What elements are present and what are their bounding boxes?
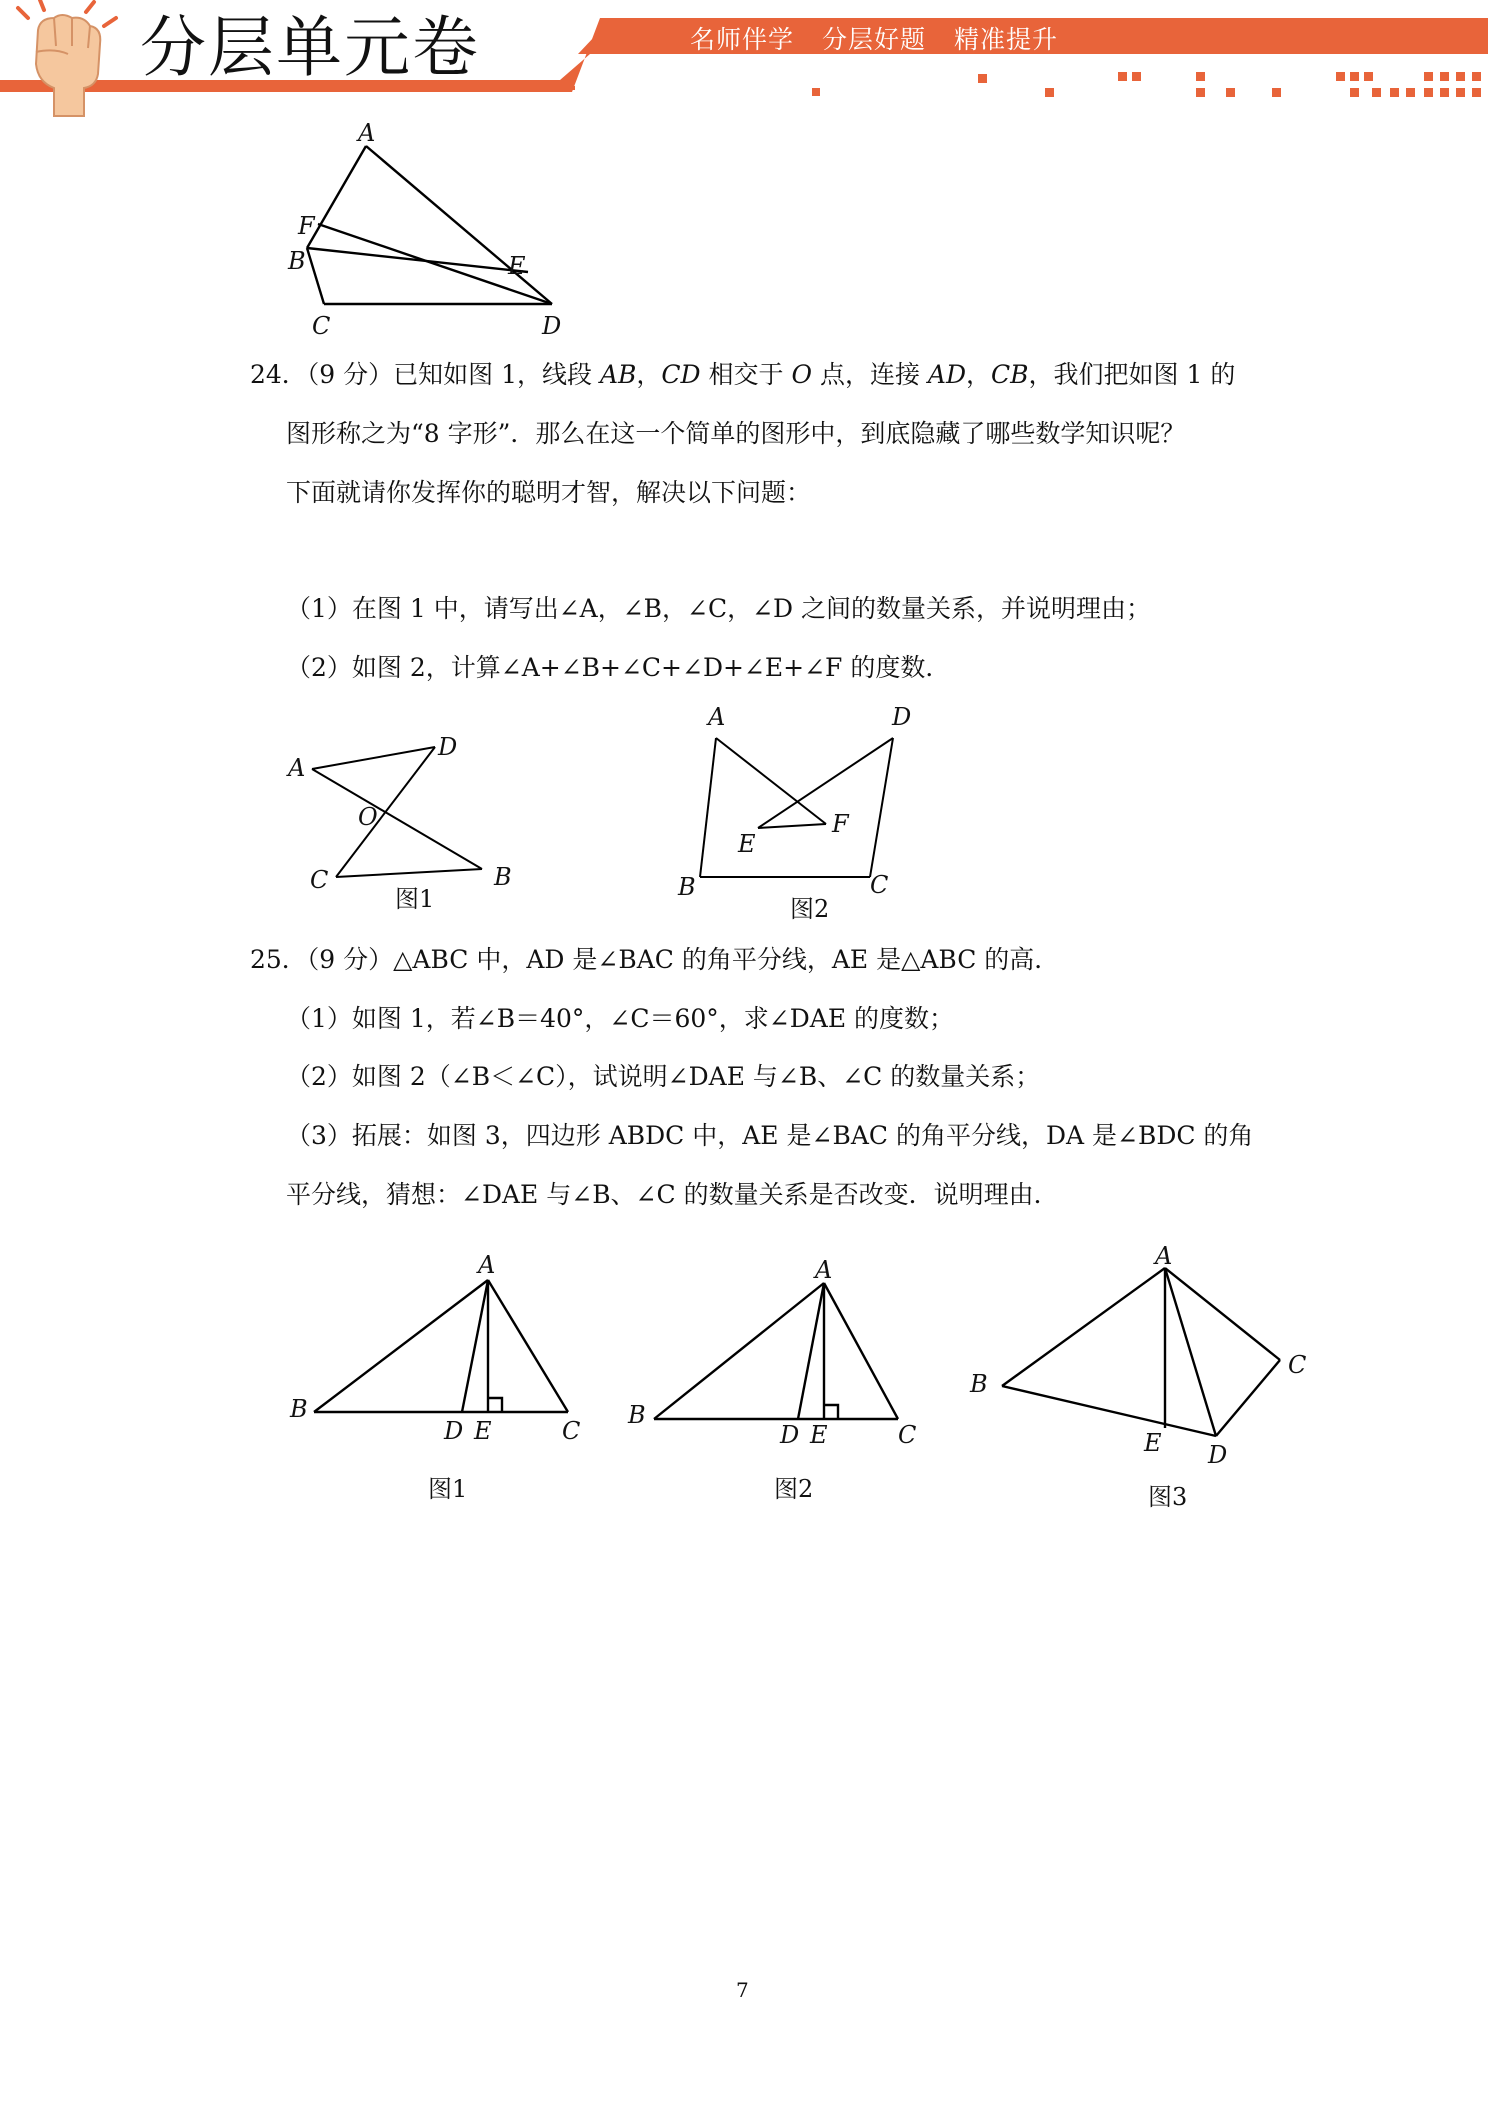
q25-fig3-label-E: E: [1144, 1429, 1162, 1457]
q25-fig1-label-A: A: [478, 1251, 496, 1279]
q24-fig2-label-F: F: [832, 810, 849, 838]
q25-fig3-label-D: D: [1208, 1441, 1228, 1469]
q25-part3-line1: （3）拓展：如图 3，四边形 ABDC 中，AE 是∠BAC 的角平分线，DA 是∠BDC 的角: [286, 1121, 1254, 1150]
q25-fig1-label-E: E: [474, 1417, 492, 1445]
q24-fig2-label-E: E: [738, 830, 756, 858]
q24-part1: （1）在图 1 中，请写出∠A，∠B，∠C，∠D 之间的数量关系，并说明理由；: [286, 594, 1152, 623]
q24-line3: 下面就请你发挥你的聪明才智，解决以下问题：: [286, 478, 812, 507]
q24-fig1-label-O: O: [358, 803, 378, 831]
q25-figure1: [300, 1250, 600, 1430]
q25-fig2-label-D: D: [780, 1421, 800, 1449]
q23-label-B: B: [288, 247, 306, 275]
q24-fig1-caption: 图1: [395, 885, 435, 913]
q23-label-D: D: [542, 312, 562, 340]
header-slogans: [690, 20, 1086, 56]
header-banner: [0, 0, 1488, 120]
q25-figure2: [640, 1255, 930, 1435]
q24-figure2: [690, 720, 920, 890]
q25-fig3-caption: 图3: [1148, 1483, 1188, 1511]
q23-label-C: C: [312, 312, 331, 340]
q24-fig2-label-D: D: [892, 703, 912, 731]
q25-fig3-label-B: B: [970, 1370, 988, 1398]
q24-fig2-label-C: C: [870, 871, 889, 899]
q24-fig1-label-C: C: [310, 866, 329, 894]
q24-fig1-label-D: D: [438, 733, 458, 761]
q25-part1: （1）如图 1，若∠B＝40°，∠C＝60°，求∠DAE 的度数；: [286, 1004, 955, 1033]
slogan-2: 分层好题: [822, 25, 927, 54]
q25-fig2-label-E: E: [810, 1421, 828, 1449]
q24-fig2-label-B: B: [678, 873, 696, 901]
q23-label-A: A: [358, 119, 376, 147]
q25-fig1-label-B: B: [290, 1395, 308, 1423]
q25-fig2-label-C: C: [898, 1421, 917, 1449]
q25-part3-line2: 平分线，猜想：∠DAE 与∠B、∠C 的数量关系是否改变．说明理由．: [286, 1180, 1059, 1209]
q24-fig2-label-A: A: [708, 703, 726, 731]
q24-part2: （2）如图 2，计算∠A+∠B+∠C+∠D+∠E+∠F 的度数．: [286, 653, 951, 682]
q25-fig2-label-A: A: [815, 1256, 833, 1284]
q25-fig1-label-C: C: [562, 1417, 581, 1445]
q24-line1: 24．（9 分）已知如图 1，线段 AB，CD 相交于 O 点，连接 AD，CB，我们把如图 1 的: [250, 360, 1236, 389]
q24-fig2-caption: 图2: [790, 895, 830, 923]
q24-fig1-label-B: B: [494, 863, 512, 891]
q24-line2: 图形称之为“8 字形”．那么在这一个简单的图形中，到底隐藏了哪些数学知识呢？: [286, 419, 1186, 448]
q25-fig2-caption: 图2: [774, 1475, 814, 1503]
q25-fig2-label-B: B: [628, 1401, 646, 1429]
q23-figure: [290, 120, 580, 350]
slogan-1: 名师伴学: [690, 25, 795, 54]
q25-fig3-label-C: C: [1288, 1351, 1307, 1379]
fist-logo-icon: [14, 0, 124, 118]
q25-fig1-label-D: D: [444, 1417, 464, 1445]
q25-fig3-label-A: A: [1155, 1242, 1173, 1270]
page-number: 7: [736, 1978, 749, 2002]
q25-line1: 25．（9 分）△ABC 中，AD 是∠BAC 的角平分线，AE 是△ABC 的高．: [250, 945, 1060, 974]
brand-title: 分层单元卷: [140, 9, 480, 86]
q23-label-F: F: [298, 212, 315, 240]
q23-label-E: E: [508, 252, 526, 280]
q25-part2: （2）如图 2（∠B＜∠C），试说明∠DAE 与∠B、∠C 的数量关系；: [286, 1062, 1041, 1091]
q24-figure1: [300, 735, 520, 885]
slogan-3: 精准提升: [954, 25, 1059, 54]
q25-fig1-caption: 图1: [428, 1475, 468, 1503]
q24-fig1-label-A: A: [288, 754, 306, 782]
